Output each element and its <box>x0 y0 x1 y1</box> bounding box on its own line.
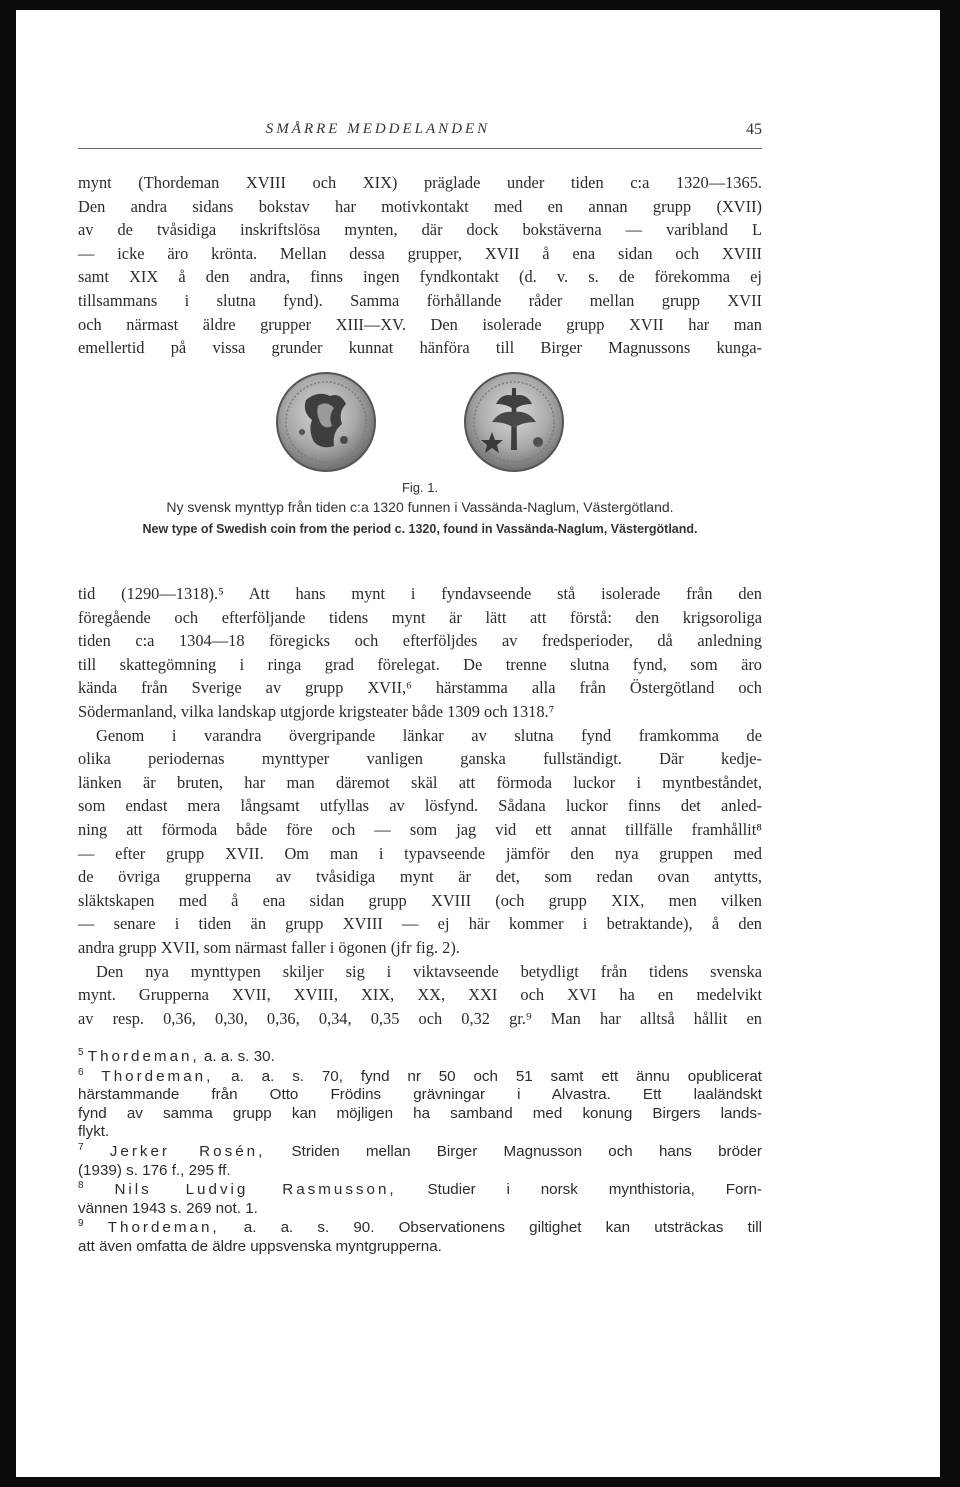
figure-caption-english: New type of Swedish coin from the period c. 1320, found in Vassända-Naglum, Västergötland. <box>142 522 698 536</box>
figure-caption-swedish: Ny svensk mynttyp från tiden c:a 1320 funnen i Vassända-Naglum, Västergötland. <box>166 499 674 515</box>
running-head <box>78 121 762 143</box>
body-text-bottom <box>78 582 762 1030</box>
footnote-text: Studier i norsk mynthistoria, Forn- <box>396 1181 762 1199</box>
coin-figure <box>274 370 574 480</box>
text-line: — efter grupp XVII. Om man i typavseende jämför den nya gruppen med <box>78 843 762 863</box>
text-line: till skattegömning i ringa grad förelegat. De trenne slutna fynd, som äro <box>78 654 762 674</box>
footnote-number: 8 <box>78 1180 84 1192</box>
text-line: Genom i varandra övergripande länkar av slutna fynd framkomma de <box>96 725 762 745</box>
text-line: de övriga grupperna av tvåsidiga mynt är det, som redan ovan antytts, <box>78 867 762 887</box>
footnote-5 <box>78 1048 762 1067</box>
page-number: 45 <box>746 121 762 138</box>
footnote-author: Nils Ludvig Rasmusson, <box>114 1181 397 1199</box>
footnote-text: a. a. s. 90. Observationens giltighet kan utsträckas till <box>219 1219 762 1237</box>
header-rule <box>78 148 762 149</box>
text-line: tid (1290—1318).⁵ Att hans mynt i fyndavseende stå isolerade från den <box>78 584 762 603</box>
footnote-number: 6 <box>78 1066 84 1078</box>
text-line: som endast mera långsamt utfyllas av lösfynd. Sådana luckor finns det anled- <box>78 796 762 816</box>
body-text-top <box>78 171 762 360</box>
footnote-author: Thordeman, <box>101 1067 214 1085</box>
footnote-text: a. a. s. 70, fynd nr 50 och 51 samt ett ännu opublicerat <box>213 1067 762 1085</box>
footnote-text: vännen 1943 s. 269 not. 1. <box>78 1199 258 1217</box>
footnote-author: Jerker Rosén, <box>109 1142 266 1160</box>
text-line: samt XIX å den andra, finns ingen fyndkontakt (d. v. s. de förekomma ej <box>78 267 762 287</box>
footnote-text: att även omfatta de äldre uppsvenska myntgrupperna. <box>78 1237 442 1255</box>
footnote-8 <box>78 1181 762 1218</box>
text-line: olika periodernas mynttyper vanligen ganska fullständigt. Där kedje- <box>78 749 762 769</box>
text-line: — senare i tiden än grupp XVIII — ej här kommer i betraktande), å den <box>78 914 762 934</box>
footnote-6 <box>78 1068 762 1142</box>
footnote-text: (1939) s. 176 f., 295 ff. <box>78 1161 231 1179</box>
text-line: Den andra sidans bokstav har motivkontakt med en annan grupp (XVII) <box>78 196 762 216</box>
text-line: av resp. 0,36, 0,30, 0,36, 0,34, 0,35 och 0,32 gr.⁹ Man har alltså hållit en <box>78 1008 762 1028</box>
footnote-author: Thordeman, <box>107 1219 220 1237</box>
text-line: länken är bruten, har man däremot skäl att förmoda luckor i myntbeståndet, <box>78 772 762 792</box>
footnote-author: Thordeman, <box>87 1048 200 1065</box>
text-line: tillsammans i slutna fynd). Samma förhållande råder mellan grupp XVII <box>78 290 762 310</box>
text-line: andra grupp XVII, som närmast faller i ögonen (jfr fig. 2). <box>78 937 460 957</box>
text-line: Södermanland, vilka landskap utgjorde krigsteater både 1309 och 1318.⁷ <box>78 701 555 721</box>
text-line: emellertid på vissa grunder kunnat hänföra till Birger Magnussons kunga- <box>78 338 762 358</box>
text-line: släktskapen med å ena sidan grupp XVIII (och grupp XIX, men vilken <box>78 890 762 910</box>
coin-obverse-image <box>274 370 378 474</box>
footnote-number: 5 <box>78 1046 84 1058</box>
footnote-number: 7 <box>78 1141 84 1153</box>
text-line: — icke äro krönta. Mellan dessa grupper, XVII å ena sidan och XVIII <box>78 243 762 263</box>
footnote-text: flykt. <box>78 1123 110 1141</box>
footnote-text: härstammande från Otto Frödins grävningar i Alvastra. Ett laaländskt <box>78 1086 762 1104</box>
text-line: mynt. Grupperna XVII, XVIII, XIX, XX, XXI och XVI ha en medelvikt <box>78 985 762 1005</box>
figure-label: Fig. 1. <box>401 480 439 495</box>
text-line: och närmast äldre grupper XIII—XV. Den isolerade grupp XVII har man <box>78 314 762 334</box>
footnote-text: a. a. s. 30. <box>199 1048 275 1065</box>
text-line: av de tvåsidiga inskriftslösa mynten, där dock bokstäverna — varibland L <box>78 220 762 240</box>
coin-reverse-image <box>462 370 566 474</box>
text-line: mynt (Thordeman XVIII och XIX) präglade under tiden c:a 1320—1365. <box>78 173 762 192</box>
footnote-number: 9 <box>78 1218 84 1230</box>
running-title: SMÅRRE MEDDELANDEN <box>265 121 491 137</box>
text-line: ning att förmoda både före och — som jag vid ett annat tillfälle framhållit⁸ <box>78 819 762 839</box>
footnote-text: Striden mellan Birger Magnusson och hans bröder <box>265 1142 762 1160</box>
text-line: föregående och efterföljande tidens mynt är lätt att förstå: den krigsoroliga <box>78 607 762 627</box>
text-line: tiden c:a 1304—18 föregicks och efterföljdes av fredsperioder, då anledning <box>78 631 762 651</box>
footnotes <box>78 1048 762 1258</box>
footnote-text: fynd av samma grupp kan möjligen ha samband med konung Birgers lands- <box>78 1104 762 1122</box>
text-line: kända från Sverige av grupp XVII,⁶ härstamma alla från Östergötland och <box>78 678 762 698</box>
footnote-7 <box>78 1143 762 1180</box>
text-line: Den nya mynttypen skiljer sig i viktavseende betydligt från tidens svenska <box>96 961 762 981</box>
book-page <box>78 0 762 1487</box>
footnote-9 <box>78 1219 762 1256</box>
